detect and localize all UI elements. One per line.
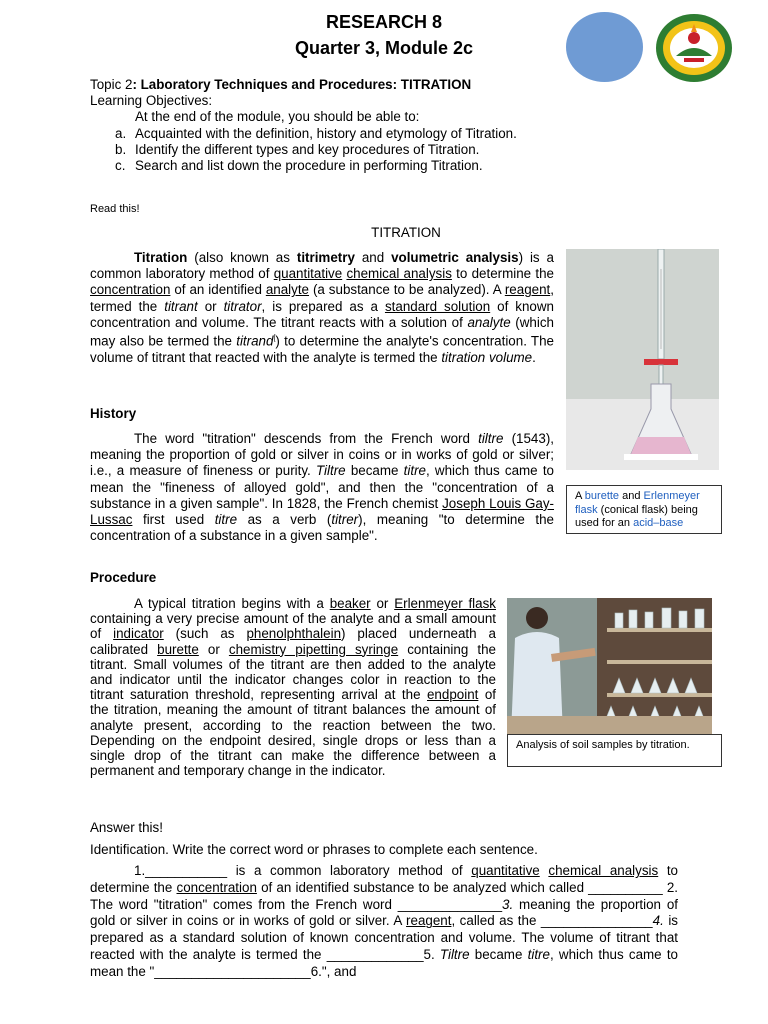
objectives-list [115, 126, 675, 175]
intro-paragraph: Titration (also known as titrimetry and volumetric analysis) is a common laboratory method of quantitative chemical analysis to determine the concentration of an identified analyte (a substance to be analyzed). A reagent, termed the titrant or titrator, is prepared as a standard solution of known concentration and volume. The titrant reacts with a solution of analyte (which may also be termed the titrand[) to determine the analyte's concentration. The volume of titrant that reacted with the analyte is termed the titration volume. [90, 250, 554, 365]
blue-circle-logo [566, 12, 643, 82]
link-burette-2[interactable]: burette [157, 641, 199, 657]
burette-flask-illustration [566, 249, 719, 470]
section-title: TITRATION [371, 225, 441, 240]
link-gay-lussac[interactable]: Joseph Louis Gay-Lussac [90, 495, 555, 528]
identification-exercise: 1.___________ is a common laboratory method of quantitative chemical analysis to determine the concentration of an identified substance to be analyzed which called __________ 2. The word "titration" comes from the French word ______________3. meaning the proportion of gold or silver in coins or in works of gold or silver. A reagent, called as the _______________4. is prepared as a standard solution of known concentration and volume. The volume of titrant that reacted with the analyte is termed the _____________5. Tiltre became titre, which thus came to mean the "_____________________6.", and [90, 863, 679, 979]
module-title: RESEARCH 8 [325, 12, 443, 32]
procedure-paragraph: A typical titration begins with a beaker or Erlenmeyer flask containing a very precise amount of the analyte and a small amount of indicator (such as phenolphthalein) placed underneath a calibrated burette or chemistry pipetting syringe containing the titrant. Small volumes of the titrant are then added to the analyte and indicator until the indicator changes color in reaction to the titrant saturation threshold, representing arrival at the endpoint of the titration, meaning the amount of titrant balances the amount of analyte present, according to the reaction between the two. Depending on the endpoint desired, single drops or less than a single drop of the titrant can make the difference between a permanent and temporary change in the indicator. [90, 596, 497, 779]
link-beaker[interactable]: beaker [329, 596, 371, 611]
link-erlenmeyer-flask[interactable]: Erlenmeyer flask [575, 490, 700, 516]
answer-instruction: Identification. Write the correct word or phrases to complete each sentence. [90, 842, 538, 857]
link-burette[interactable]: burette [584, 490, 620, 502]
topic-title: : Laboratory Techniques and Procedures: TITRATION [132, 77, 472, 92]
read-this-label: Read this! [90, 203, 140, 215]
objective-item: c. Search and list down the procedure in performing Titration. [115, 158, 483, 174]
objectives-intro: At the end of the module, you should be able to: [135, 109, 420, 124]
link-analyte[interactable]: analyte [265, 282, 310, 298]
link-standard-solution[interactable]: standard solution [384, 298, 491, 314]
deped-seal-logo [654, 12, 734, 84]
link-reagent[interactable]: reagent [504, 282, 551, 298]
history-paragraph: The word "titration" descends from the French word tiltre (1543), meaning the proportion of gold or silver in coins or in works of gold or silver; i.e., a measure of fineness or purity. Tiltre became titre, which thus came to mean the "fineness of alloyed gold", and then the "concentration of a substance in a given sample". In 1828, the French chemist Joseph Louis Gay-Lussac first used titre as a verb (titrer), meaning "to determine the concentration of a substance in a given sample". [90, 431, 555, 544]
link-acid-base[interactable]: acid–base [633, 517, 684, 529]
objectives-heading: Learning Objectives: [90, 93, 213, 108]
link-chemical-analysis[interactable]: chemical analysis [346, 266, 452, 282]
link-endpoint[interactable]: endpoint [426, 687, 479, 703]
soil-analysis-photo [507, 598, 712, 735]
link-concentration[interactable]: concentration [90, 282, 171, 298]
objective-item: a. Acquainted with the definition, history and etymology of Titration. [115, 126, 517, 141]
topic-prefix: Topic 2 [90, 77, 133, 92]
objective-item: b. Identify the different types and key procedures of Titration. [115, 142, 480, 158]
lab-scene-illustration [507, 598, 712, 735]
burette-caption: A burette and Erlenmeyer flask (conical flask) being used for an acid–base [566, 485, 722, 534]
link-erlenmeyer[interactable]: Erlenmeyer flask [394, 596, 497, 611]
link-indicator[interactable]: indicator [113, 626, 164, 642]
history-heading: History [90, 406, 137, 421]
answer-heading: Answer this! [90, 820, 163, 835]
link-quantitative[interactable]: quantitative [273, 266, 343, 282]
module-subtitle: Quarter 3, Module 2c [294, 38, 474, 58]
soil-analysis-caption: Analysis of soil samples by titration. [507, 734, 722, 767]
procedure-heading: Procedure [90, 570, 157, 585]
topic-line [90, 77, 690, 93]
link-pipetting-syringe[interactable]: chemistry pipetting syringe [228, 641, 399, 657]
burette-photo [566, 249, 719, 470]
link-phenolphthalein[interactable]: phenolphthalein [246, 626, 342, 642]
